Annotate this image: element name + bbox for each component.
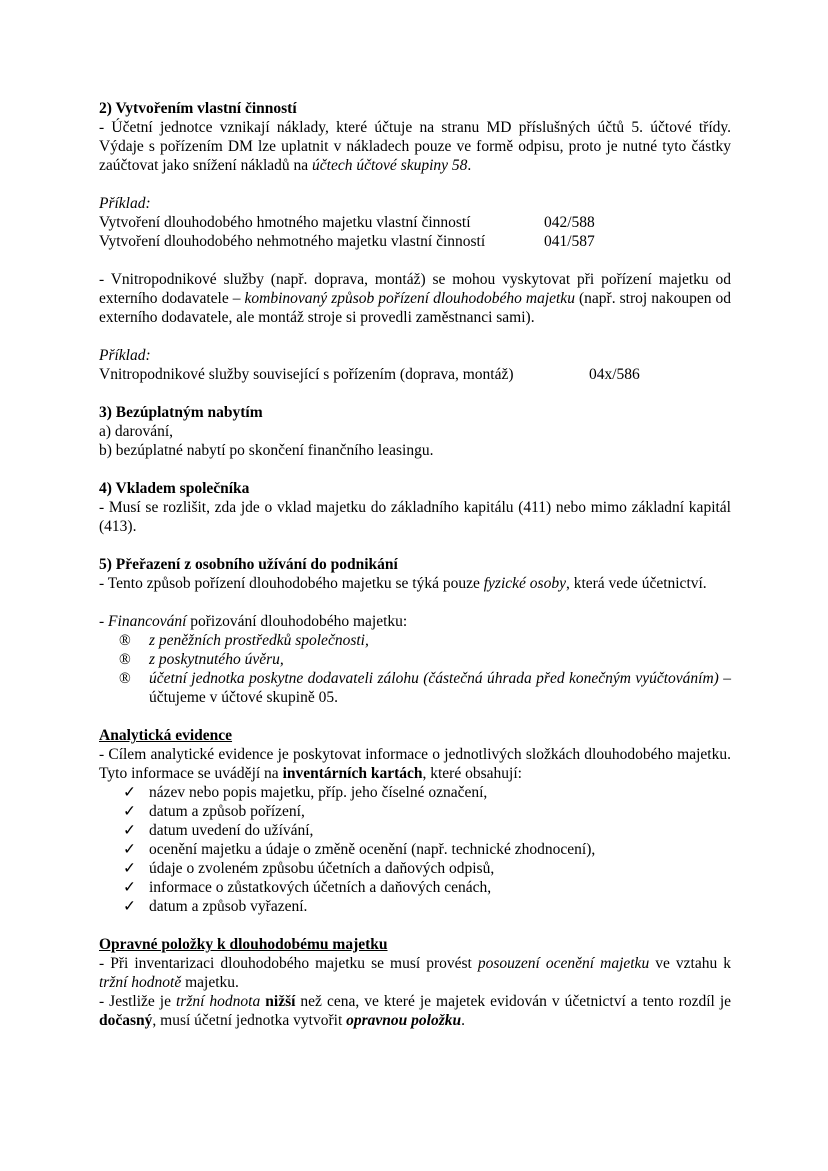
- text-run: -: [99, 613, 109, 630]
- text-run: ve vztahu k: [649, 955, 731, 972]
- text-run: - Vnitropodnikové služby (např. doprava, montáž) se mohou vyskytovat při pořízení majetku od externího dodavatele –: [99, 271, 731, 307]
- italic-run: z poskytnutého úvěru,: [149, 651, 284, 668]
- registered-bullet-icon: ®: [119, 632, 131, 649]
- list-item-text: informace o zůstatkových účetních a daňových cenách,: [149, 879, 492, 896]
- italic-run: účtech účtové skupiny 58: [312, 157, 468, 174]
- italic-run: z peněžních prostředků společnosti,: [149, 632, 369, 649]
- italic-run: účetní jednotka poskytne dodavateli zálohu (částečná úhrada před konečným vyúčtováním): [149, 670, 719, 687]
- list-item: [123, 783, 731, 802]
- list-item-text: datum a způsob pořízení,: [149, 803, 305, 820]
- analytic-evidence-paragraph: [99, 745, 731, 783]
- list-item: [123, 802, 731, 821]
- italic-run: kombinovaný způsob pořízení dlouhodobého majetku: [244, 290, 575, 307]
- text-run: - Tento způsob pořízení dlouhodobého majetku se týká pouze: [99, 575, 484, 592]
- list-item-text: údaje o zvoleném způsobu účetních a daňových odpisů,: [149, 860, 495, 877]
- list-item: [123, 859, 731, 878]
- bold-run: inventárních kartách: [282, 765, 423, 782]
- section-5-paragraph: [99, 574, 731, 593]
- section-3-item-b: b) bezúplatné nabytí po skončení finančního leasingu.: [99, 442, 434, 459]
- text-run: než cena, ve které je majetek evidován v účetnictví a tento rozdíl je: [295, 993, 732, 1010]
- example-label-text: Vnitropodnikové služby související s pořízením (doprava, montáž): [99, 366, 514, 383]
- section-5-title: 5) Přeřazení z osobního užívání do podnikání: [99, 556, 398, 573]
- list-item: [123, 821, 731, 840]
- list-item: [119, 631, 731, 650]
- list-item: [119, 650, 731, 669]
- section-3-item-a: a) darování,: [99, 423, 174, 440]
- text-run: – účtujeme v účtové skupině 05.: [149, 670, 731, 706]
- text-run: pořizování dlouhodobého majetku:: [186, 613, 408, 630]
- account-code: 042/588: [544, 214, 595, 231]
- text-run: - Cílem analytické evidence je poskytovat informace o jednotlivých složkách dlouhodobého majetku. Tyto informace se uvádějí na: [99, 746, 731, 782]
- list-item: [123, 840, 731, 859]
- checkmark-icon: ✓: [123, 898, 136, 915]
- account-code: 041/587: [544, 233, 595, 250]
- document-page: [99, 99, 731, 1030]
- example-row: [99, 213, 731, 232]
- italic-run: Financování: [108, 613, 187, 630]
- text-run: - Jestliže je: [99, 993, 176, 1010]
- adjustment-paragraph-2: [99, 992, 731, 1030]
- registered-bullet-icon: ®: [119, 670, 131, 687]
- text-run: , která vede účetnictví.: [565, 575, 707, 592]
- financing-list: [99, 631, 731, 707]
- registered-bullet-icon: ®: [119, 651, 131, 668]
- checkmark-icon: ✓: [123, 784, 136, 801]
- italic-run: tržní hodnota: [176, 993, 261, 1010]
- checkmark-icon: ✓: [123, 803, 136, 820]
- bold-italic-run: opravnou položku: [346, 1012, 462, 1029]
- example-label: [99, 346, 731, 365]
- text-run: majetku.: [181, 974, 239, 991]
- section-4-title: 4) Vkladem společníka: [99, 480, 250, 497]
- adjustment-items-title: Opravné položky k dlouhodobému majetku: [99, 936, 388, 953]
- text-run: , musí účetní jednotka vytvořit: [152, 1012, 347, 1029]
- checkmark-icon: ✓: [123, 860, 136, 877]
- example-row: [99, 232, 731, 251]
- section-2-paragraph: [99, 118, 731, 175]
- financing-intro: [99, 612, 731, 631]
- list-item-text: datum uvedení do užívání,: [149, 822, 314, 839]
- text-run: .: [467, 157, 472, 174]
- italic-run: posouzení ocenění majetku: [477, 955, 650, 972]
- list-item: [119, 669, 731, 707]
- example-label-text: Vytvoření dlouhodobého hmotného majetku vlastní činností: [99, 214, 471, 231]
- list-item-text: název nebo popis majetku, příp. jeho číselné označení,: [149, 784, 488, 801]
- bold-run: nižší: [265, 993, 296, 1010]
- checkmark-icon: ✓: [123, 841, 136, 858]
- italic-run: fyzické osoby: [483, 575, 566, 592]
- analytic-evidence-title: Analytická evidence: [99, 727, 233, 744]
- section-4-paragraph: - Musí se rozlišit, zda jde o vklad majetku do základního kapitálu (411) nebo mimo základní kapitál (413).: [99, 499, 731, 535]
- checkmark-icon: ✓: [123, 879, 136, 896]
- example-label: [99, 194, 731, 213]
- text-run: .: [461, 1012, 466, 1029]
- list-item: [123, 897, 731, 916]
- inventory-card-list: [99, 783, 731, 916]
- checkmark-icon: ✓: [123, 822, 136, 839]
- italic-run: tržní hodnotě: [99, 974, 182, 991]
- section-2-title: 2) Vytvořením vlastní činností: [99, 100, 297, 117]
- italic-run: Příklad:: [99, 195, 151, 212]
- section-2-paragraph-2: [99, 270, 731, 327]
- text-run: - Účetní jednotce vznikají náklady, které účtuje na stranu MD příslušných účtů 5. účtové třídy. Výdaje s pořízením DM lze uplatnit v nákladech pouze ve formě odpisu, proto je nutné tyto částky zaúčtovat jako snížení nákladů na: [99, 119, 731, 174]
- italic-run: Příklad:: [99, 347, 151, 364]
- list-item-text: datum a způsob vyřazení.: [149, 898, 308, 915]
- example-label-text: Vytvoření dlouhodobého nehmotného majetku vlastní činností: [99, 233, 486, 250]
- section-3-title: 3) Bezúplatným nabytím: [99, 404, 263, 421]
- adjustment-paragraph-1: [99, 954, 731, 992]
- account-code: 04x/586: [589, 366, 640, 383]
- list-item-text: ocenění majetku a údaje o změně ocenění (např. technické zhodnocení),: [149, 841, 596, 858]
- text-run: , které obsahují:: [422, 765, 522, 782]
- text-run: (např. stroj nakoupen od externího dodavatele, ale montáž stroje si provedli zaměstnanci sami).: [99, 290, 731, 326]
- bold-run: dočasný: [99, 1012, 153, 1029]
- list-item: [123, 878, 731, 897]
- text-run: - Při inventarizaci dlouhodobého majetku se musí provést: [99, 955, 478, 972]
- example-row: [99, 365, 731, 384]
